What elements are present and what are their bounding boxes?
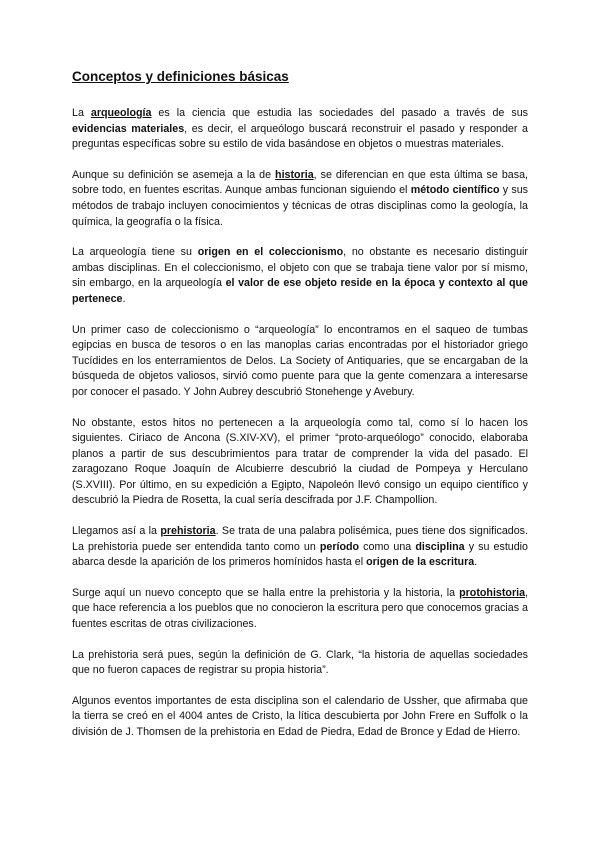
text-run: como una bbox=[359, 540, 416, 553]
text-run: . Se trata de una palabra polisémica, pues tiene dos significados. La prehistoria puede ser entendida tanto como un bbox=[72, 525, 528, 553]
term-disciplina: disciplina bbox=[415, 540, 465, 553]
text-run: . bbox=[122, 292, 126, 305]
term-protohistoria: protohistoria bbox=[459, 586, 526, 599]
term-evidencias-materiales: evidencias materiales bbox=[72, 122, 185, 135]
text-run: es la ciencia que estudia las sociedades del pasado a través de sus bbox=[151, 107, 528, 119]
term-origen-coleccionismo: origen en el coleccionismo bbox=[197, 246, 344, 259]
text-run: Aunque su definición se asemeja a la de bbox=[72, 168, 276, 181]
text-run: , no obstante es necesario distinguir ambas disciplinas. En el coleccionismo, el objeto con que se trabaja tiene valor por sí mismo, sin embargo, en la arqueología bbox=[72, 246, 528, 290]
text-run: Llegamos así a la bbox=[72, 525, 161, 538]
paragraph-eventos: Algunos eventos importantes de esta disciplina son el calendario de Ussher, que afirmaba que la tierra se creó en el 4004 antes de Cristo, la lítica descubierta por John Frere en Suffolk o la división de J. Thomsen de la prehistoria en Edad de Piedra, Edad de Bronce y Edad de Hierro. bbox=[72, 694, 528, 738]
paragraph-historia bbox=[72, 168, 528, 230]
paragraph-definicion-clark: La prehistoria será pues, según la definición de G. Clark, “la historia de aquellas sociedades que no fueron capaces de registrar su propia historia”. bbox=[72, 648, 528, 677]
term-arqueologia: arqueología bbox=[90, 107, 152, 119]
term-historia: historia bbox=[275, 168, 314, 181]
paragraph-hitos: No obstante, estos hitos no pertenecen a la arqueología como tal, como sí lo hacen los siguientes. Ciriaco de Ancona (S.XIV-XV), el primer “proto-arqueólogo” conocido, elaboraba planos a partir de sus descubrimientos para tratar de comprender la vida del pasado. El zaragozano Roque Joaquín de Alcubierre descubrió la ciudad de Pompeya y Herculano (S.XVIII). Por último, en su expedición a Egipto, Napoleón llevó consigo un equipo científico y descubrió la Piedra de Rosetta, la cual sería descifrada por J.F. Champollion. bbox=[72, 416, 528, 507]
paragraph-coleccionismo bbox=[72, 245, 528, 307]
text-run: , se diferencian en que esta última se basa, sobre todo, en fuentes escritas. Aunque ambas funcionan siguiendo el bbox=[72, 168, 528, 197]
text-run: La arqueología tiene su bbox=[72, 246, 198, 259]
document-page bbox=[72, 68, 528, 756]
text-run: La bbox=[72, 107, 91, 119]
term-valor-objeto: el valor de ese objeto reside en la época y contexto al que pertenece bbox=[72, 277, 528, 305]
text-run: . bbox=[474, 556, 478, 569]
page-title: Conceptos y definiciones básicas bbox=[72, 69, 289, 84]
paragraph-arqueologia bbox=[72, 106, 528, 153]
paragraph-primer-caso: Un primer caso de coleccionismo o “arqueología” lo encontramos en el saqueo de tumbas egipcias en busca de tesoros o en las manoplas carias encontradas por el historiador griego Tucídides en los enterramientos de Delos. La Society of Antiquaries, que se encargaban de la búsqueda de objetos valiosos, sirvió como puente para que la gente comenzara a interesarse por conocer el pasado. Y John Aubrey descubrió Stonehenge y Avebury. bbox=[72, 323, 528, 398]
term-metodo-cientifico: método científico bbox=[410, 184, 500, 197]
text-run: , es decir, el arqueólogo buscará reconstruir el pasado y responder a preguntas específicas sobre su estilo de vida basándose en objetos o muestras materiales. bbox=[72, 122, 528, 151]
text-run: y sus métodos de trabajo incluyen conocimientos y técnicas de otras disciplinas como la geología, la química, la geografía o la física. bbox=[72, 184, 528, 228]
text-run: , que hace referencia a los pueblos que no conocieron la escritura pero que conocemos gracias a fuentes escritas de otras civilizaciones. bbox=[72, 586, 528, 631]
term-periodo: período bbox=[319, 540, 360, 553]
paragraph-protohistoria bbox=[72, 586, 528, 633]
text-run: y su estudio abarca desde la aparición de los primeros homínidos hasta el bbox=[72, 540, 529, 569]
paragraph-prehistoria bbox=[72, 524, 528, 571]
term-origen-escritura: origen de la escritura bbox=[366, 556, 475, 569]
text-run: Surge aquí un nuevo concepto que se halla entre la prehistoria y la historia, la bbox=[72, 586, 460, 599]
term-prehistoria: prehistoria bbox=[160, 525, 216, 538]
